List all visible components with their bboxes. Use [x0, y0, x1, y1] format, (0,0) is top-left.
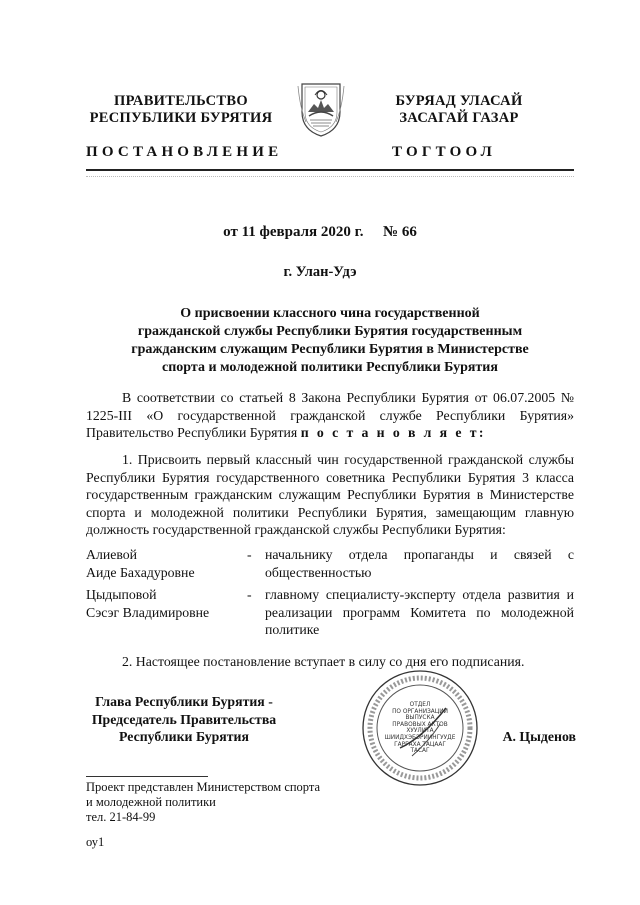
stamp-line7: ГАРГАХА ТАЦААГ — [394, 741, 446, 748]
title-line3: гражданским служащим Республики Бурятия в Министерстве — [131, 342, 529, 357]
person-2-surname: Цыдыповой — [86, 587, 157, 602]
header-dotted-rule — [86, 176, 574, 177]
footer-note — [86, 780, 386, 825]
doc-type-left: ПОСТАНОВЛЕНИЕ — [86, 144, 283, 160]
title-line2: гражданской службы Республики Бурятия государственным — [137, 324, 523, 339]
person-1-dash: - — [247, 547, 252, 562]
person-1-name: Аиде Бахадуровне — [86, 564, 195, 580]
document-city: г. Улан-Удэ — [283, 264, 357, 280]
stamp-text — [378, 702, 462, 755]
preamble — [86, 389, 574, 442]
person-1-fullname — [86, 546, 236, 581]
signature-title-line1: Глава Республики Бурятия - — [95, 694, 273, 709]
coat-of-arms-icon — [296, 78, 346, 138]
stamp-line1: ОТДЕЛ — [409, 702, 431, 708]
header-left-line1: ПРАВИТЕЛЬСТВО — [114, 93, 248, 109]
clause-1: 1. Присвоить первый классный чин государственной гражданской службы Республики Бурятия государственного советника Республики Бурятия 3 класса государственным гражданским служащим Республики Бурятия в Министерстве спорта и молодежной политики Республики Бурятия, замещающим главную должность государственной гражданской службы Республики Бурятия: — [86, 452, 574, 537]
footer-line2: и молодежной политики — [86, 795, 216, 809]
person-2-position: главному специалисту-эксперту отдела развития и реализации программ Комитета по молодежной политике — [265, 587, 574, 637]
person-2-dash: - — [247, 587, 252, 602]
title-line4: спорта и молодежной политики Республики Бурятия — [162, 360, 498, 375]
stamp-line4: ПРАВОВЫХ АКТОВ — [392, 721, 448, 728]
person-1-position: начальнику отдела пропаганды и связей с общественностью — [265, 547, 574, 580]
document-date-number — [0, 224, 640, 241]
signature-title — [86, 693, 282, 746]
person-2-name: Сэсэг Владимировне — [86, 604, 210, 620]
header-right — [364, 93, 554, 127]
stamp-line5: ХУУЛИТА — [406, 728, 434, 735]
preamble-text: В соответствии со статьей 8 Закона Республики Бурятия от 06.07.2005 № 1225-III «О государственной гражданской службе Республики Бурятия» Правительство Республики Бурятия — [86, 390, 574, 440]
official-stamp — [360, 668, 480, 788]
signer-name: А. Цыденов — [502, 729, 576, 744]
header-left-line2: РЕСПУБЛИКИ БУРЯТИЯ — [89, 110, 273, 126]
footer-line1: Проект представлен Министерством спорта — [86, 780, 321, 794]
stamp-line2: ПО ОРГАНИЗАЦИИ — [392, 708, 448, 715]
document-number: № 66 — [383, 224, 417, 240]
preamble-emphasis: п о с т а н о в л я е т: — [300, 425, 486, 440]
signature-title-line3: Республики Бурятия — [119, 729, 249, 744]
header-right-line2: ЗАСАГАЙ ГАЗАР — [399, 110, 519, 126]
stamp-line8: ТАСАГ — [410, 748, 430, 755]
stamp-line6: ШИИДХЭБЭРИИНГУУДЕ — [384, 734, 456, 741]
person-1-surname: Алиевой — [86, 547, 138, 562]
doc-type-right: ТОГТООЛ — [392, 144, 496, 160]
footer-phone: тел. 21-84-99 — [86, 810, 156, 824]
header-right-line1: БУРЯАД УЛАСАЙ — [395, 93, 523, 109]
person-2-fullname — [86, 586, 236, 621]
title-line1: О присвоении классного чина государственной — [180, 306, 480, 321]
footer-rule — [86, 776, 208, 777]
signature-title-line2: Председатель Правительства — [91, 711, 277, 727]
document-date: от 11 февраля 2020 г. — [223, 224, 364, 240]
footer-code: оу1 — [86, 835, 105, 849]
stamp-line3: ВЫПУСКА — [405, 715, 435, 722]
document-title — [86, 305, 574, 377]
header-rule — [86, 169, 574, 171]
clause-2: 2. Настоящее постановление вступает в силу со дня его подписания. — [122, 654, 525, 669]
header-left — [86, 93, 276, 127]
